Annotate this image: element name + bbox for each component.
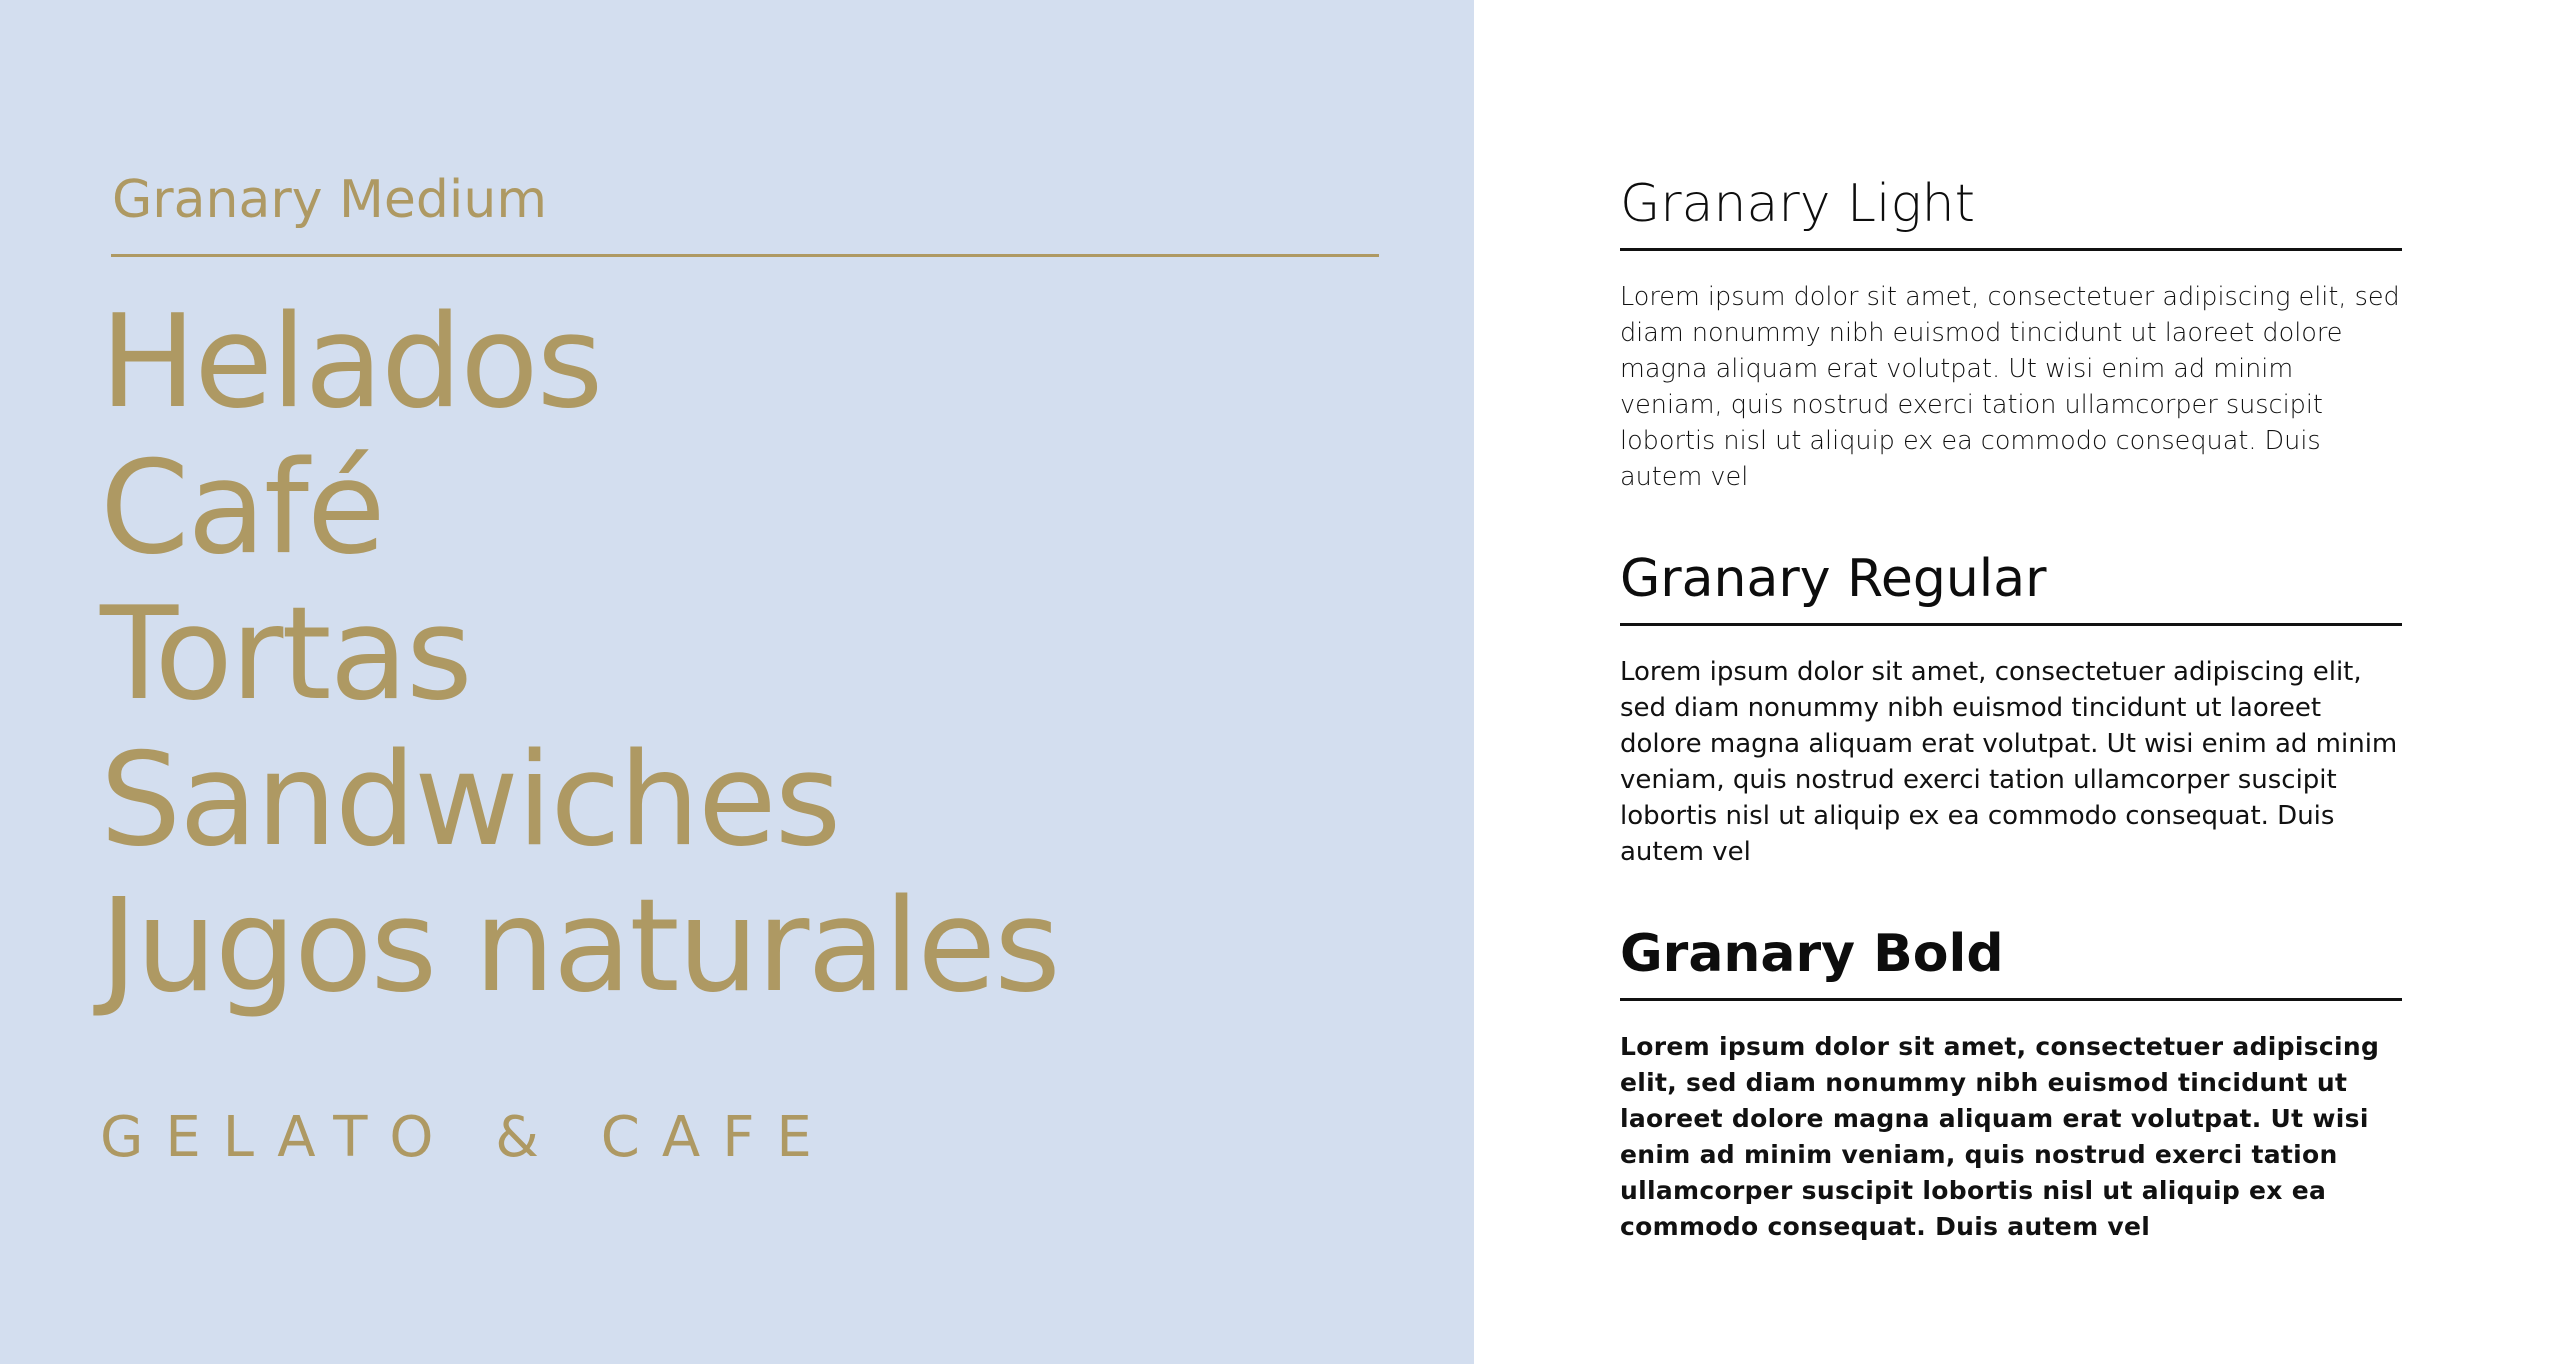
menu-item-cafe: Café bbox=[100, 434, 384, 583]
specimen-regular-title: Granary Regular bbox=[1620, 553, 2402, 626]
medium-divider bbox=[111, 254, 1379, 257]
specimen-regular-body: Lorem ipsum dolor sit amet, consectetuer adipiscing elit, sed diam nonummy nibh euismod tincidunt ut laoreet dolore magna aliquam erat volutpat. Ut wisi enim ad minim veniam, quis nostrud exerci tation ullamcorper suscipit lobortis nisl ut aliquip ex ea commodo consequat. Duis autem vel bbox=[1620, 657, 2398, 867]
specimen-bold-body: Lorem ipsum dolor sit amet, consectetuer adipiscing elit, sed diam nonummy nibh euismod tincidunt ut laoreet dolore magna aliquam erat volutpat. Ut wisi enim ad minim veniam, quis nostrud exerci tation ullamcorper suscipit lobortis nisl ut aliquip ex ea commodo consequat. Duis autem vel bbox=[1620, 1032, 2380, 1241]
specimen-bold-title: Granary Bold bbox=[1620, 928, 2402, 1001]
specimen-light-title: Granary Light bbox=[1620, 178, 2402, 251]
tagline: GELATO & CAFE bbox=[100, 1105, 834, 1170]
menu-item-helados: Helados bbox=[100, 288, 602, 437]
menu-list bbox=[100, 290, 1059, 1020]
specimen-bold bbox=[1620, 924, 2402, 1245]
menu-item-sandwiches: Sandwiches bbox=[100, 726, 840, 875]
specimen-light-body: Lorem ipsum dolor sit amet, consectetuer adipiscing elit, sed diam nonummy nibh euismod tincidunt ut laoreet dolore magna aliquam erat volutpat. Ut wisi enim ad minim veniam, quis nostrud exerci tation ullamcorper suscipit lobortis nisl ut aliquip ex ea commodo consequat. Duis autem vel bbox=[1620, 282, 2400, 492]
specimen-light bbox=[1620, 174, 2402, 495]
menu-item-tortas: Tortas bbox=[100, 580, 471, 729]
medium-weight-label: Granary Medium bbox=[112, 170, 547, 230]
specimen-regular bbox=[1620, 549, 2402, 870]
menu-item-jugos-naturales: Jugos naturales bbox=[100, 872, 1059, 1021]
